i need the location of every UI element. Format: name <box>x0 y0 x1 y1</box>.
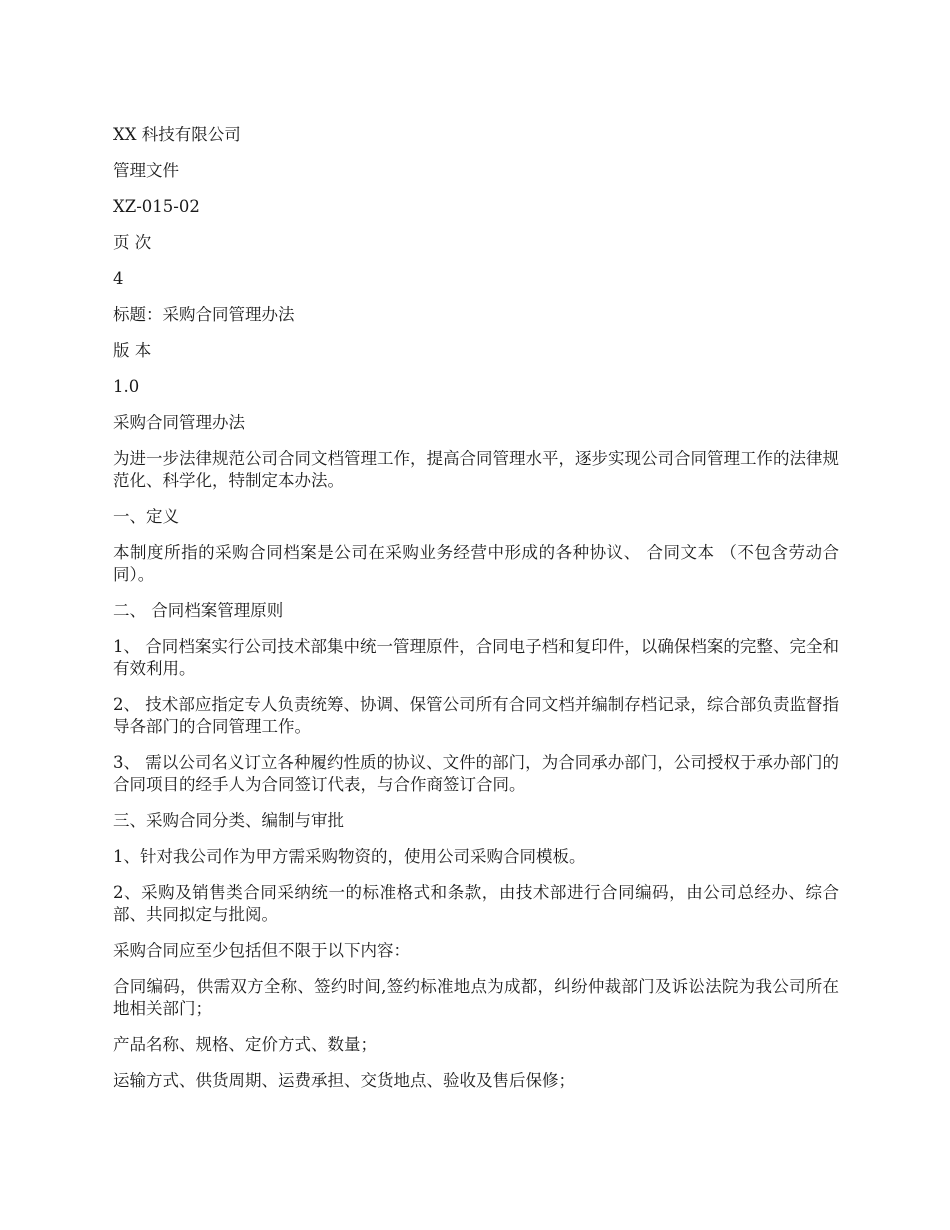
document-number: XZ-015-02 <box>113 197 200 216</box>
principle-item-1: 1、 合同档案实行公司技术部集中统一管理原件，合同电子档和复印件，以确保档案的完整、完全和有效利用。 <box>113 637 839 678</box>
contents-item-3: 运输方式、供货周期、运费承担、交货地点、验收及售后保修； <box>113 1071 575 1090</box>
main-title: 采购合同管理办法 <box>113 413 245 432</box>
document-page <box>113 124 839 1106</box>
definition-paragraph: 本制度所指的采购合同档案是公司在采购业务经营中形成的各种协议、 合同文本 （不包含劳动合同）。 <box>113 543 839 584</box>
title-label: 标题：采购合同管理办法 <box>113 305 295 324</box>
version-label: 版 本 <box>113 341 152 360</box>
intro-paragraph: 为进一步法律规范公司合同文档管理工作，提高合同管理水平，逐步实现公司合同管理工作的法律规范化、科学化，特制定本办法。 <box>113 449 839 490</box>
contents-item-1: 合同编码，供需双方全称、签约时间,签约标准地点为成都，纠纷仲裁部门及诉讼法院为我公司所在地相关部门； <box>113 977 839 1018</box>
version-value: 1.0 <box>113 377 140 396</box>
section-heading-principles: 二、 合同档案管理原则 <box>113 601 284 620</box>
section-heading-definition: 一、定义 <box>113 507 179 526</box>
contents-intro: 采购合同应至少包括但不限于以下内容： <box>113 941 410 960</box>
page-value: 4 <box>113 269 124 288</box>
page-label: 页 次 <box>113 233 152 252</box>
principle-item-2: 2、 技术部应指定专人负责统筹、协调、保管公司所有合同文档并编制存档记录，综合部负责监督指导各部门的合同管理工作。 <box>113 695 839 736</box>
classification-item-1: 1、针对我公司作为甲方需采购物资的，使用公司采购合同模板。 <box>113 847 586 866</box>
principle-item-3: 3、 需以公司名义订立各种履约性质的协议、文件的部门，为合同承办部门，公司授权于承办部门的合同项目的经手人为合同签订代表，与合作商签订合同。 <box>113 753 839 794</box>
document-type: 管理文件 <box>113 161 179 180</box>
section-heading-classification: 三、采购合同分类、编制与审批 <box>113 811 344 830</box>
classification-item-2: 2、采购及销售类合同采纳统一的标准格式和条款，由技术部进行合同编码，由公司总经办、综合部、共同拟定与批阅。 <box>113 883 839 924</box>
company-name: XX 科技有限公司 <box>113 125 241 144</box>
contents-item-2: 产品名称、规格、定价方式、数量； <box>113 1035 377 1054</box>
